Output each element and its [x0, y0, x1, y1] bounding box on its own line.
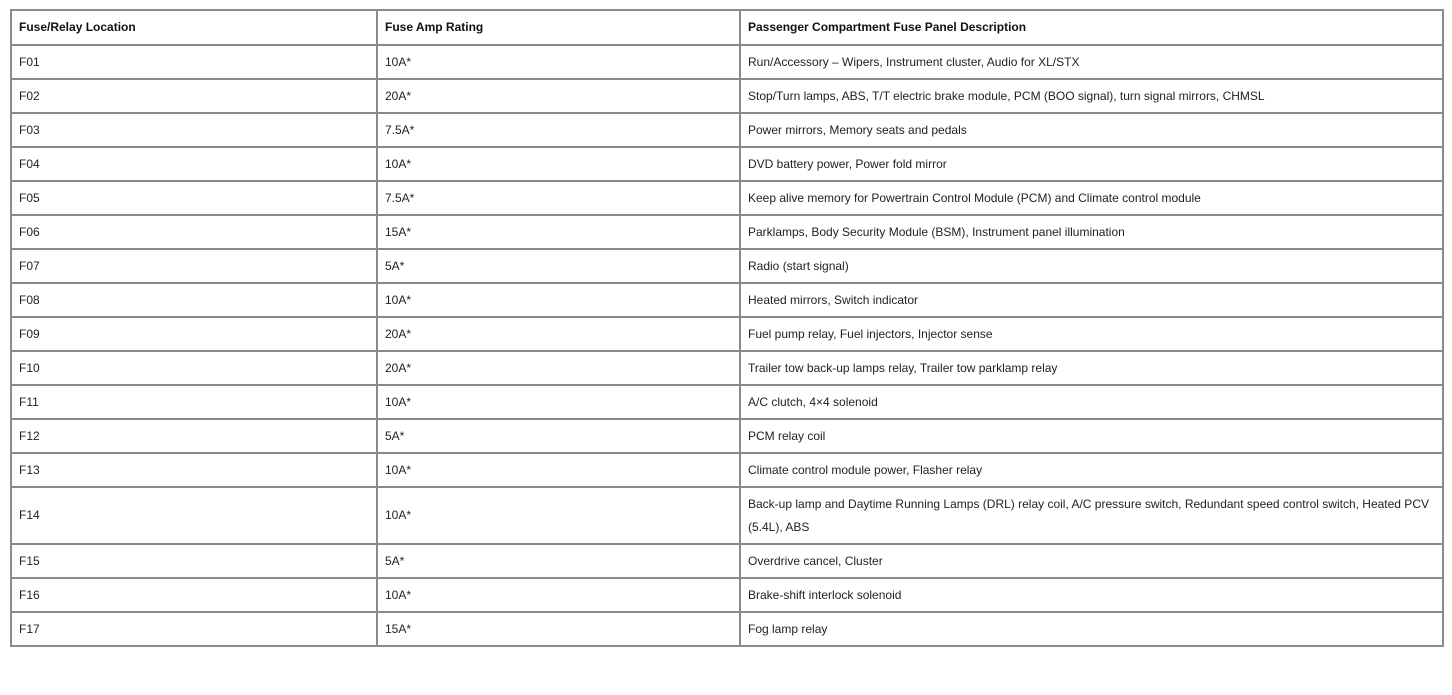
table-row [11, 385, 1443, 419]
cell-description: Heated mirrors, Switch indicator [740, 283, 1443, 317]
cell-description: Power mirrors, Memory seats and pedals [740, 113, 1443, 147]
cell-description: Trailer tow back-up lamps relay, Trailer tow parklamp relay [740, 351, 1443, 385]
table-row [11, 317, 1443, 351]
cell-description: Run/Accessory – Wipers, Instrument cluster, Audio for XL/STX [740, 45, 1443, 79]
cell-amp: 7.5A* [377, 113, 740, 147]
cell-amp: 15A* [377, 612, 740, 646]
table-row [11, 147, 1443, 181]
cell-description: PCM relay coil [740, 419, 1443, 453]
cell-location: F11 [11, 385, 377, 419]
cell-description: Overdrive cancel, Cluster [740, 544, 1443, 578]
fuse-table-container [10, 9, 1444, 647]
table-row [11, 113, 1443, 147]
header-location: Fuse/Relay Location [11, 10, 377, 45]
cell-location: F06 [11, 215, 377, 249]
table-row [11, 283, 1443, 317]
cell-amp: 20A* [377, 317, 740, 351]
cell-description: Parklamps, Body Security Module (BSM), Instrument panel illumination [740, 215, 1443, 249]
table-row [11, 544, 1443, 578]
cell-location: F12 [11, 419, 377, 453]
cell-amp: 10A* [377, 453, 740, 487]
table-header-row [11, 10, 1443, 45]
table-row [11, 249, 1443, 283]
header-description: Passenger Compartment Fuse Panel Description [740, 10, 1443, 45]
cell-amp: 10A* [377, 487, 740, 544]
table-row [11, 419, 1443, 453]
cell-location: F01 [11, 45, 377, 79]
cell-description: Back-up lamp and Daytime Running Lamps (DRL) relay coil, A/C pressure switch, Redundant speed control switch, Heated PCV (5.4L), ABS [740, 487, 1443, 544]
cell-description: Fog lamp relay [740, 612, 1443, 646]
cell-amp: 10A* [377, 385, 740, 419]
cell-description: A/C clutch, 4×4 solenoid [740, 385, 1443, 419]
table-row [11, 578, 1443, 612]
cell-description: Radio (start signal) [740, 249, 1443, 283]
table-row [11, 45, 1443, 79]
cell-description: Stop/Turn lamps, ABS, T/T electric brake module, PCM (BOO signal), turn signal mirrors, CHMSL [740, 79, 1443, 113]
cell-location: F17 [11, 612, 377, 646]
cell-location: F04 [11, 147, 377, 181]
table-row [11, 181, 1443, 215]
cell-location: F13 [11, 453, 377, 487]
table-row [11, 487, 1443, 544]
cell-location: F07 [11, 249, 377, 283]
fuse-table [10, 9, 1444, 647]
header-amp-rating: Fuse Amp Rating [377, 10, 740, 45]
cell-location: F15 [11, 544, 377, 578]
cell-description: DVD battery power, Power fold mirror [740, 147, 1443, 181]
cell-amp: 10A* [377, 45, 740, 79]
cell-amp: 7.5A* [377, 181, 740, 215]
table-row [11, 453, 1443, 487]
cell-amp: 20A* [377, 351, 740, 385]
cell-location: F02 [11, 79, 377, 113]
cell-description: Climate control module power, Flasher relay [740, 453, 1443, 487]
table-row [11, 215, 1443, 249]
cell-amp: 5A* [377, 419, 740, 453]
cell-location: F10 [11, 351, 377, 385]
cell-location: F08 [11, 283, 377, 317]
cell-amp: 5A* [377, 544, 740, 578]
cell-location: F05 [11, 181, 377, 215]
cell-description: Keep alive memory for Powertrain Control Module (PCM) and Climate control module [740, 181, 1443, 215]
table-row [11, 79, 1443, 113]
cell-location: F16 [11, 578, 377, 612]
table-row [11, 351, 1443, 385]
cell-location: F14 [11, 487, 377, 544]
table-row [11, 612, 1443, 646]
cell-amp: 5A* [377, 249, 740, 283]
cell-description: Fuel pump relay, Fuel injectors, Injector sense [740, 317, 1443, 351]
cell-amp: 10A* [377, 578, 740, 612]
cell-amp: 20A* [377, 79, 740, 113]
cell-location: F09 [11, 317, 377, 351]
cell-amp: 15A* [377, 215, 740, 249]
cell-amp: 10A* [377, 283, 740, 317]
cell-amp: 10A* [377, 147, 740, 181]
cell-location: F03 [11, 113, 377, 147]
cell-description: Brake-shift interlock solenoid [740, 578, 1443, 612]
